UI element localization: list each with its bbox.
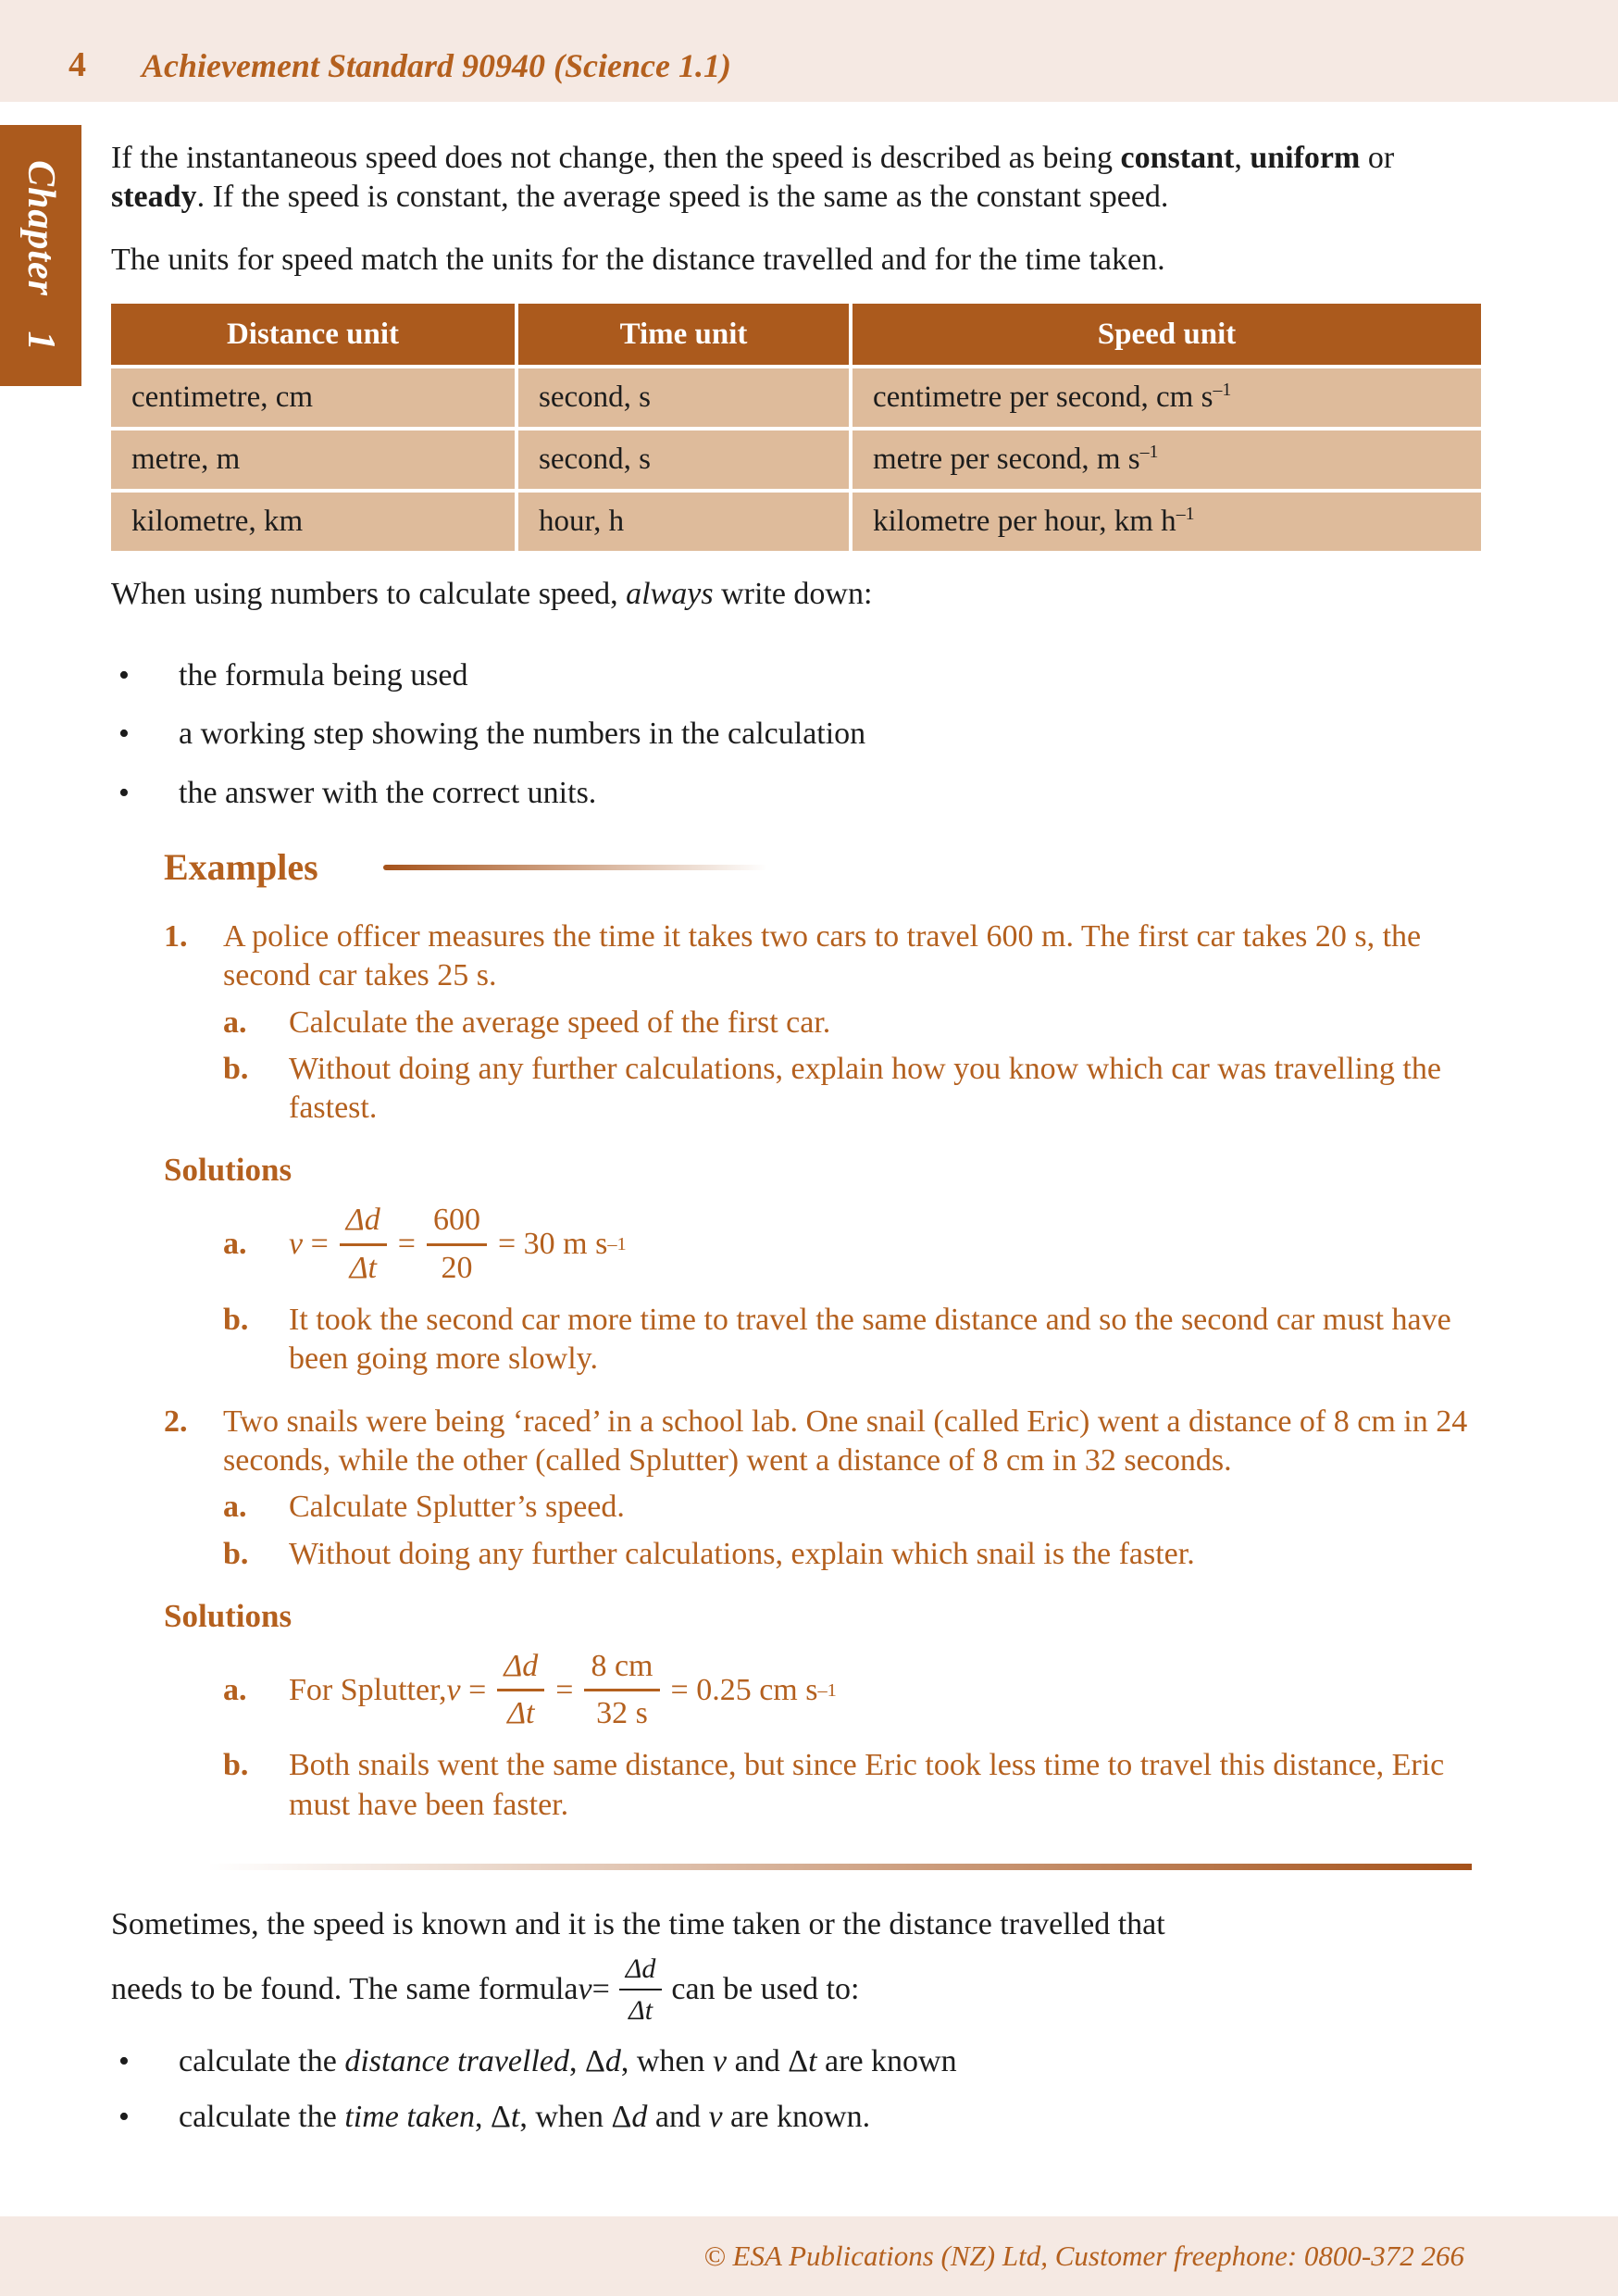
page-header: [0, 0, 1618, 102]
italic-always: always: [626, 577, 714, 612]
superscript: –1: [1139, 442, 1159, 463]
examples-heading-row: [111, 844, 1481, 891]
solutions-2: [111, 1596, 1481, 1825]
bold-term-steady: steady: [111, 180, 197, 215]
page-footer: [0, 2216, 1618, 2296]
rules-bullet-list: [111, 656, 1481, 812]
table-cell: centimetre per second, cm $s^{-1}$: [853, 368, 1481, 427]
examples-heading: Examples: [164, 845, 318, 888]
table-header-speed: Speed unit: [853, 304, 1481, 365]
solution-formula: a. v = $\frac{\Delta d}{\Delta t}$ = $\frac{600}{20}$ = 30 m s –1: [164, 1201, 1481, 1287]
page-number: 4: [68, 44, 86, 84]
bold-term-uniform: uniform: [1250, 141, 1361, 175]
page-body: [111, 139, 1481, 2138]
intro-text: If the instantaneous speed does not change, then the speed is described as being: [111, 141, 1121, 175]
table-cell: metre, m: [111, 430, 515, 489]
chapter-tab: Chapter 1: [0, 125, 81, 386]
table-cell: second, s: [518, 430, 849, 489]
sub-item-text: Calculate the average speed of the first car.: [289, 1004, 831, 1040]
sub-item-text: Without doing any further calculations, explain which snail is the faster.: [289, 1536, 1195, 1571]
bold-term-constant: constant: [1120, 141, 1235, 175]
table-header-time: Time unit: [518, 304, 849, 365]
example-text: A police officer measures the time it takes two cars to travel 600 m. The first car takes 20 s, the second car takes 25 s.: [223, 919, 1422, 993]
sometimes-paragraph: Sometimes, the speed is known and it is the time taken or the distance travelled that needs to be found. The same formula v = $\frac{\Delta d}{\Delta t}$ can be used to:: [111, 1905, 1481, 2028]
table-cell: second, s: [518, 368, 849, 427]
formula-uses-bullet-list: [111, 2042, 1481, 2137]
solutions-1: [111, 1150, 1481, 1379]
example-number: 1.: [164, 919, 188, 955]
list-item: • the answer with the correct units.: [111, 774, 1481, 813]
list-item: • the formula being used: [111, 656, 1481, 695]
sub-item-text: Both snails went the same distance, but since Eric took less time to travel this distance, Eric must have been faster.: [289, 1748, 1445, 1822]
sub-item-text: Without doing any further calculations, explain how you know which car was travelling the fastest.: [289, 1051, 1441, 1125]
sub-item-label: a.: [223, 1490, 247, 1525]
intro-paragraph: If the instantaneous speed does not change, then the speed is described as being constant, uniform or steady. If the speed is constant, the average speed is the same as the constant speed.: [111, 141, 1395, 215]
variable-v: v: [289, 1227, 304, 1262]
table-cell: hour, h: [518, 493, 849, 551]
units-table: [111, 304, 1481, 551]
table-cell: centimetre, cm: [111, 368, 515, 427]
sub-item-text: It took the second car more time to travel the same distance and so the second car must have been going more slowly.: [289, 1302, 1451, 1376]
superscript: –1: [1213, 380, 1232, 401]
units-note: The units for speed match the units for the distance travelled and for the time taken.: [111, 243, 1165, 278]
superscript: –1: [1176, 504, 1195, 525]
formula-result: 0.25 cm s: [696, 1672, 818, 1707]
sub-item-label: b.: [223, 1748, 249, 1783]
fraction-dd-dt: $\frac{\Delta d}{\Delta t}$: [619, 1952, 663, 2028]
examples-section: [111, 844, 1481, 1825]
table-header-distance: Distance unit: [111, 304, 515, 365]
sub-item-label: b.: [223, 1302, 249, 1337]
list-item: • calculate the distance travelled, Δd, when v and Δt are known: [111, 2042, 1481, 2081]
gradient-divider: [207, 1864, 1472, 1870]
table-cell: kilometre, km: [111, 493, 515, 551]
solutions-heading: Solutions: [164, 1152, 292, 1189]
header-title: Achievement Standard 90940 (Science 1.1): [142, 47, 731, 85]
solutions-heading: Solutions: [164, 1597, 292, 1634]
formula-result: 30 m s: [523, 1227, 608, 1262]
example-1: [111, 917, 1481, 1128]
sub-item-label: a.: [223, 1227, 247, 1262]
sub-item-label: b.: [223, 1051, 249, 1086]
sub-item-text: Calculate Splutter’s speed.: [289, 1490, 625, 1525]
table-cell: metre per second, m $s^{-1}$: [853, 430, 1481, 489]
fraction-dd-dt: $\frac{\Delta d}{\Delta t}$: [340, 1201, 387, 1287]
solution-formula: a. For Splutter, v = $\frac{\Delta d}{\Delta t}$ = $\frac{8 cm}{32 s}$ = 0.25 cm s –1: [164, 1647, 1481, 1733]
variable-v: v: [446, 1672, 461, 1707]
fraction-numeric: $\frac{8 cm}{32 s}$: [584, 1647, 659, 1733]
example-number: 2.: [164, 1404, 188, 1440]
sub-item-label: b.: [223, 1536, 249, 1571]
fraction-numeric: $\frac{600}{20}$: [427, 1201, 487, 1287]
footer-text: © ESA Publications (NZ) Ltd, Customer freephone: 0800-372 266: [703, 2239, 1464, 2272]
list-item: • calculate the time taken, Δt, when Δd and v are known.: [111, 2098, 1481, 2137]
list-item: • a working step showing the numbers in the calculation: [111, 715, 1481, 754]
sub-item-label: a.: [223, 1672, 247, 1707]
example-text: Two snails were being ‘raced’ in a school lab. One snail (called Eric) went a distance of 8 cm in 24 seconds, while the other (called Splutter) went a distance of 8 cm in 32 seconds.: [223, 1404, 1468, 1479]
fraction-dd-dt: $\frac{\Delta d}{\Delta t}$: [497, 1647, 544, 1733]
variable-v: v: [578, 1972, 592, 2007]
when-using-note: When using numbers to calculate speed, always write down:: [111, 577, 873, 612]
gradient-rule: [383, 865, 767, 870]
table-cell: kilometre per hour, km $h^{-1}$: [853, 493, 1481, 551]
example-2: [111, 1403, 1481, 1574]
sub-item-label: a.: [223, 1004, 247, 1040]
